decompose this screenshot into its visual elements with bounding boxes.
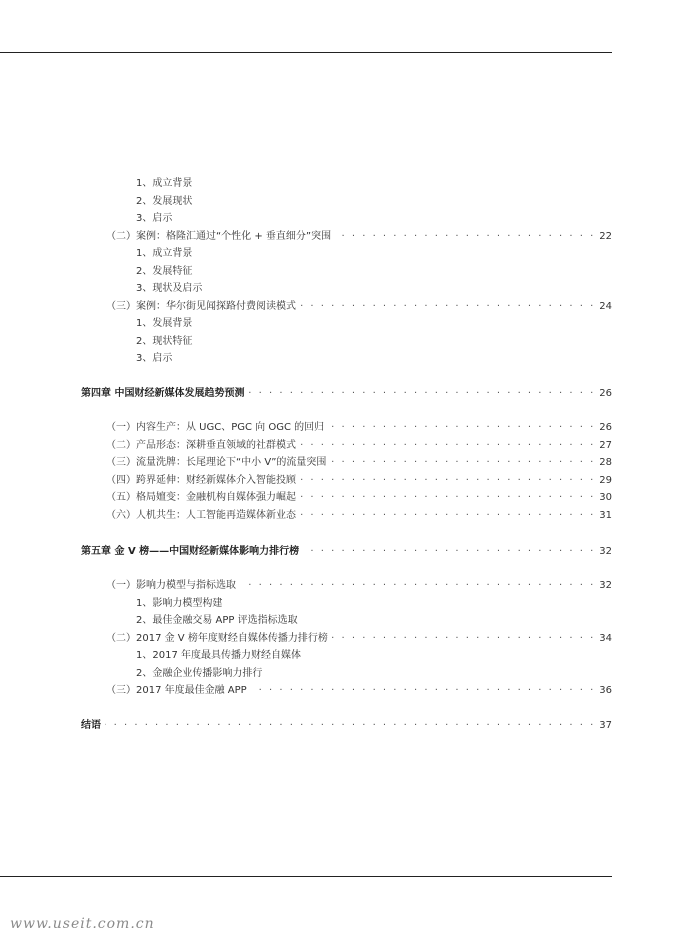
toc-subitem[interactable] (136, 352, 172, 366)
toc-subitem-label: 2、发展特征 (136, 266, 193, 277)
toc-section[interactable] (106, 474, 612, 488)
toc-section[interactable] (106, 579, 612, 593)
toc-subitem[interactable] (136, 335, 192, 349)
dot-leader (248, 387, 595, 401)
toc-subitem-label: 3、启示 (136, 353, 173, 364)
page-number: 22 (599, 231, 612, 242)
dot-leader (330, 456, 595, 470)
dot-leader (251, 684, 596, 698)
toc-subitem[interactable] (136, 667, 262, 681)
toc-section[interactable] (106, 491, 612, 505)
toc-chapter-title: 第五章 金 V 榜——中国财经新媒体影响力排行榜 (81, 546, 300, 557)
toc-section[interactable] (106, 300, 612, 314)
dot-leader (300, 474, 595, 488)
toc-section-title: （二）2017 金 V 榜年度财经自媒体传播力排行榜 (106, 633, 328, 644)
toc-subitem-label: 1、成立背景 (136, 248, 193, 259)
dot-leader (335, 230, 595, 244)
page-number: 27 (599, 440, 612, 451)
dot-leader (300, 491, 595, 505)
page-number: 34 (599, 633, 612, 644)
toc-subitem-label: 2、现状特征 (136, 336, 193, 347)
toc-section[interactable] (106, 439, 612, 453)
page-number: 28 (599, 457, 612, 468)
toc-chapter-title: 结语 (81, 720, 101, 731)
toc-subitem-label: 2、金融企业传播影响力排行 (136, 668, 263, 679)
toc-section-title: （三）案例：华尔街见闻探路付费阅读模式 (106, 301, 296, 312)
toc-subitem-label: 1、成立背景 (136, 178, 193, 189)
page-number: 26 (599, 388, 612, 399)
toc-section[interactable] (106, 632, 612, 646)
toc-subitem[interactable] (136, 614, 298, 628)
page-number: 32 (599, 580, 612, 591)
toc-subitem[interactable] (136, 282, 202, 296)
toc-subitem[interactable] (136, 247, 192, 261)
dot-leader (240, 579, 595, 593)
toc-subitem-label: 1、影响力模型构建 (136, 598, 223, 609)
dot-leader (300, 509, 595, 523)
toc-subitem[interactable] (136, 317, 192, 331)
page-number: 31 (599, 510, 612, 521)
toc-subitem[interactable] (136, 597, 222, 611)
toc-section-title: （三）2017 年度最佳金融 APP (106, 685, 247, 696)
toc-section[interactable] (106, 230, 612, 244)
dot-leader (332, 632, 595, 646)
toc-section[interactable] (106, 456, 612, 470)
toc-section-title: （二）产品形态：深耕垂直领域的社群模式 (106, 440, 296, 451)
page-number: 29 (599, 475, 612, 486)
toc-subitem-label: 2、最佳金融交易 APP 评选指标选取 (136, 615, 298, 626)
toc-chapter[interactable] (81, 387, 612, 401)
toc-section-title: （三）流量洗牌：长尾理论下“中小 V”的流量突围 (106, 457, 327, 468)
footer-rule (0, 876, 612, 877)
page-number: 32 (599, 546, 612, 557)
dot-leader (303, 545, 595, 559)
toc-section-title: （五）格局嬗变：金融机构自媒体强力崛起 (106, 492, 296, 503)
toc-section-title: （一）内容生产：从 UGC、PGC 向 OGC 的回归 (106, 422, 325, 433)
toc-subitem-label: 1、2017 年度最具传播力财经自媒体 (136, 650, 301, 661)
toc-section[interactable] (106, 421, 612, 435)
dot-leader (105, 719, 595, 733)
toc-section-title: （四）跨界延伸：财经新媒体介入智能投顾 (106, 475, 296, 486)
toc-section-title: （一）影响力模型与指标选取 (106, 580, 236, 591)
toc-subitem[interactable] (136, 195, 192, 209)
page-number: 36 (599, 685, 612, 696)
page-number: 26 (599, 422, 612, 433)
toc-subitem-label: 3、现状及启示 (136, 283, 203, 294)
page-number: 37 (599, 720, 612, 731)
toc-subitem[interactable] (136, 177, 192, 191)
toc-chapter-title: 第四章 中国财经新媒体发展趋势预测 (81, 388, 245, 399)
toc-subitem-label: 1、发展背景 (136, 318, 193, 329)
dot-leader (328, 421, 595, 435)
toc-section-title: （二）案例：格隆汇通过“个性化 + 垂直细分”突围 (106, 231, 332, 242)
dot-leader (300, 300, 595, 314)
toc-subitem-label: 3、启示 (136, 213, 173, 224)
page-number: 24 (599, 301, 612, 312)
dot-leader (300, 439, 595, 453)
toc-subitem[interactable] (136, 212, 172, 226)
page-number: 30 (599, 492, 612, 503)
toc-chapter[interactable] (81, 719, 612, 733)
toc-subitem[interactable] (136, 649, 301, 663)
toc-section-title: （六）人机共生：人工智能再造媒体新业态 (106, 510, 296, 521)
watermark: www.useit.com.cn (10, 916, 155, 932)
toc-subitem-label: 2、发展现状 (136, 196, 193, 207)
toc-section[interactable] (106, 684, 612, 698)
toc-section[interactable] (106, 509, 612, 523)
toc-subitem[interactable] (136, 265, 192, 279)
toc-chapter[interactable] (81, 545, 612, 559)
